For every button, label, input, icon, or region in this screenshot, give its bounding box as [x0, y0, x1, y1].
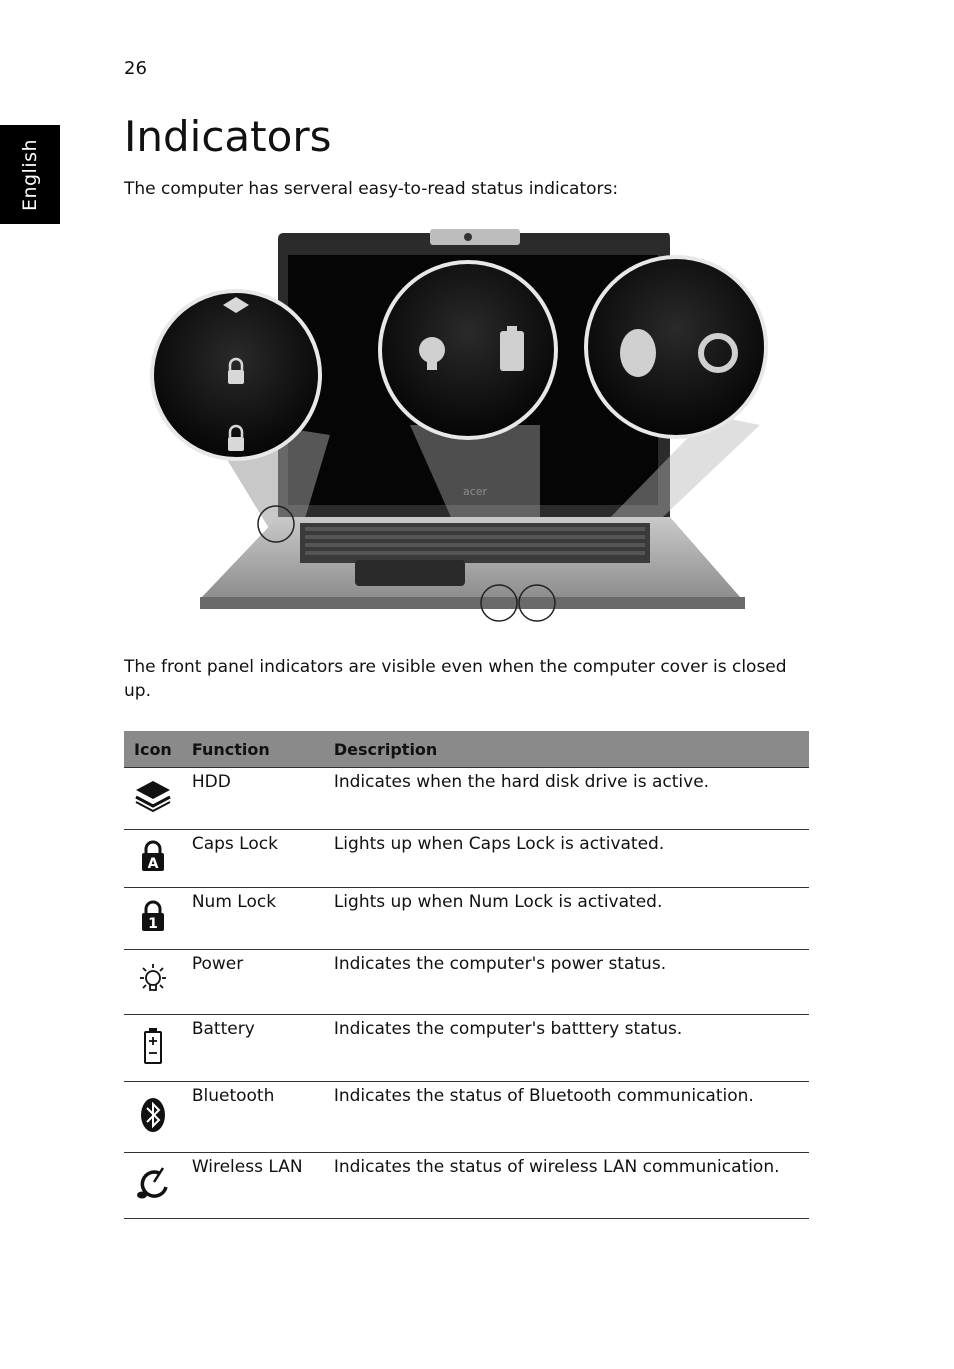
- table-row: [124, 950, 809, 1015]
- header-description: Description: [324, 731, 809, 768]
- touchpad: [355, 560, 465, 586]
- function-cell: Bluetooth: [182, 1082, 324, 1153]
- header-function: Function: [182, 731, 324, 768]
- zoom-lens-center: [380, 262, 556, 438]
- page-number: 26: [124, 58, 147, 79]
- intro-text: The computer has serveral easy-to-read status indicators:: [124, 179, 619, 199]
- table-row: [124, 888, 809, 950]
- wireless-lan-icon: [133, 1165, 173, 1201]
- webcam: [430, 229, 520, 245]
- page-title: Indicators: [124, 112, 332, 161]
- power-icon: [135, 962, 171, 998]
- description-cell: Lights up when Num Lock is activated.: [324, 888, 809, 950]
- description-cell: Indicates when the hard disk drive is active.: [324, 768, 809, 830]
- indicators-table: [124, 731, 809, 1219]
- front-panel-note: The front panel indicators are visible even when the computer cover is closed up.: [124, 657, 787, 701]
- svg-text:A: A: [147, 856, 159, 872]
- function-cell: Caps Lock: [182, 830, 324, 888]
- function-cell: Wireless LAN: [182, 1153, 324, 1219]
- caps-lock-icon: [138, 839, 168, 873]
- hdd-icon: [133, 778, 173, 814]
- function-cell: Num Lock: [182, 888, 324, 950]
- description-cell: Indicates the status of Bluetooth communication.: [324, 1082, 809, 1153]
- description-cell: Indicates the computer's batttery status.: [324, 1015, 809, 1082]
- function-cell: Battery: [182, 1015, 324, 1082]
- logo-text: acer: [462, 485, 488, 498]
- table-row: [124, 1082, 809, 1153]
- function-cell: Power: [182, 950, 324, 1015]
- zoom-lens-right: [586, 257, 766, 437]
- table-row: [124, 1015, 809, 1082]
- table-row: [124, 830, 809, 888]
- header-icon: Icon: [124, 731, 182, 768]
- description-cell: Indicates the computer's power status.: [324, 950, 809, 1015]
- table-row: [124, 1153, 809, 1219]
- description-cell: Lights up when Caps Lock is activated.: [324, 830, 809, 888]
- laptop-indicators-figure: [150, 225, 770, 635]
- description-cell: Indicates the status of wireless LAN communication.: [324, 1153, 809, 1219]
- num-lock-icon: [138, 899, 168, 933]
- table-row: [124, 768, 809, 830]
- svg-text:1: 1: [148, 916, 158, 932]
- language-side-tab: [0, 125, 60, 224]
- front-edge: [200, 597, 745, 609]
- function-cell: HDD: [182, 768, 324, 830]
- language-label: English: [19, 138, 41, 211]
- battery-icon: [141, 1026, 165, 1066]
- bluetooth-icon: [139, 1096, 167, 1134]
- table-header-row: [124, 731, 809, 768]
